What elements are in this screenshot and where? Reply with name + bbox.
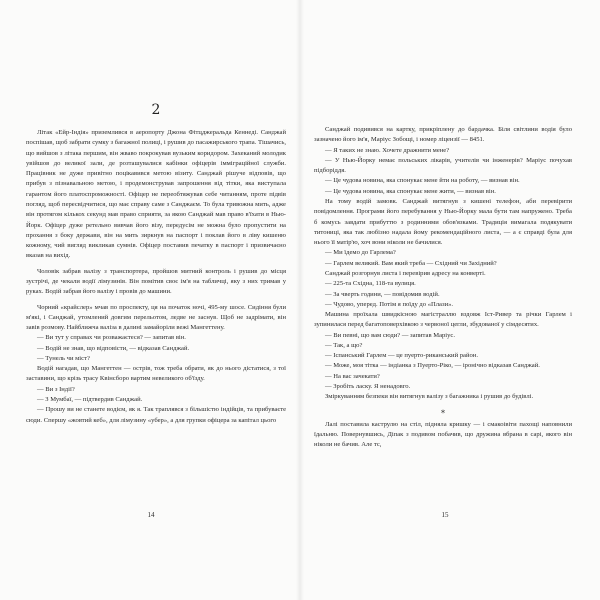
- right-page-text: [314, 125, 572, 450]
- dialogue-line: — Зробіть ласку. Я ненадовго.: [325, 383, 411, 391]
- dialogue-line: — Гарлем великий. Вам який треба — Східний чи Західний?: [325, 259, 497, 267]
- paragraph: Машина проїхала швидкісною магістраллю вздовж Іст-Ривер та річки Гарлем і зупинилася перед багатоповерхівкою з червоної цегли, збудованої у сімдесятих.: [314, 311, 572, 329]
- paragraph: Чоловік забрав валізу з транспортера, пройшов митний контроль і рушив до місця зустрічі, де чекали водії лімузинів. Він помітив своє ім'я на табличці, яку з них тримав у руках. Водій забрав його валізу і провів до машини.: [26, 267, 286, 296]
- dialogue-line: — Ви тут у справах чи розважаєтеся? — запитав він.: [37, 334, 186, 342]
- paragraph: На тому водій замовк. Санджай витягнув з кишені телефон, аби перевірити повідомлення. Програми його перебування у Нью-Йорку мала бути там напружено. Треба б комусь завдати прибуттю з родинними обов'язками. Традиція вимагала подякувати титониці, яка так любізно надала йому рекомендаційного листа, — а є справді була для нього її матір'ю, хоч вони ніколи не бачилися.: [314, 197, 572, 247]
- left-page-text: [26, 128, 286, 426]
- right-page: [300, 0, 600, 600]
- dialogue-line: — За чверть години, — повідомив водій.: [325, 290, 440, 298]
- chapter-number: 2: [151, 102, 161, 118]
- dialogue-line: — З Мумбаї, — підтвердив Санджай.: [37, 396, 143, 404]
- dialogue-line: — Ви з Індії?: [37, 385, 75, 393]
- paragraph: Водій нагадав, що Мангеттен — острів, тож треба обрати, як до нього дістатися, з тої заставини, що крізь трасу Квінсборо вартим невеликого об'їзду.: [26, 365, 286, 383]
- dialogue-line: — Іспанський Гарлем — це пуерто-риканський район.: [325, 352, 478, 360]
- page-number: 14: [147, 511, 155, 519]
- paragraph: Санджай розгорнув листа і перевірив адресу на конверті.: [325, 269, 486, 277]
- paragraph: Чорний «крайслер» мчав по проспекту, ця на початок ночі, 495-му шосе. Сидіння були м'які, і Санджай, утомлений довгим перельотом, ледве не заснув. Щоб не задрімати, він завів розмову. Найближча валіза в далині замайоріли вежі Мангеттену.: [26, 303, 286, 332]
- dialogue-line: — Це чудова новина, яка спонукає мене жити, — визнав він.: [325, 187, 496, 195]
- dialogue-line: — Тунель чи міст?: [37, 354, 90, 362]
- page-number: 15: [441, 511, 449, 519]
- paragraph: Лалі поставила каструлю на стіл, підняла кришку — і смакоівіти пахощі наповнили їдальню. Повернувшись, Діпак з подивом побачив, що дружина вбрана в сарі, якого він ніколи не бачив. Але тс,: [314, 420, 572, 449]
- dialogue-line: — На вас зачекати?: [325, 372, 380, 380]
- paragraph: Літак «Ейр-Індія» приземлився в аеропорту Джона Фітцджеральда Кеннеді. Санджай поспішав, щоб забрати сумку з багажної полиці, і рушив до пасажирського трапа. Тішачись, що вийшов з літака першим, він жваво покрокував вузьким коридором. Захеканий молодик увійшов до великої зали, де розташувалися кабінки офіцерів імміграційної служби. Працівник не дуже привітно поцікавився метою візиту. Санджай рішуче відповів, що прибув з пізнавальною метою, і продемонстрував запрошення від тітки, яка виступала гарантом його платоспроможності. Офіцер не переобтяжував себе читанням, проте підвів погляд, щоб пересвідчитися, що має справу саме з Санджаєм. То була тривожна мить, адже він протягом кількох секунд мав право сприяти, за якою Санджай мав право в'їхати в Нью-Йорк. Офіцер дуже ретельно вивчав його візу, передусім не можна було пропустити на прохання з боку держави, він на мить зиркнув на паспорт і поклав його в ліву кишеню кожному, чий вигляд викликав сумнів. Офіцер поставив печатку в паспорт і призвичаєно вказав на вихід.: [26, 129, 286, 260]
- dialogue-line: — Водій не знав, що відповісти, — відказав Санджай.: [37, 344, 190, 352]
- dialogue-line: — У Нью-Йорку немає польських лікарів, учителів чи інженерів? Маріус почухав підборіддя.: [314, 156, 572, 175]
- paragraph: Зміркуванням безпеки він витягнув валізу з багажника і рушив до будівлі.: [325, 393, 534, 401]
- dialogue-line: — Може, моя тітка — індіанка з Пуерто-Ріко, — іронічно відказав Санджай.: [325, 362, 540, 370]
- dialogue-line: — Ми їдемо до Гарлема?: [325, 249, 396, 257]
- dialogue-line: — Я таких не знаю. Хочете дражнити мене?: [325, 146, 450, 154]
- dialogue-line: — Прошу ви не станете водієм, як я. Так траплявся з більшістю індійців, та прибуваєте сюди. Спершу «жовтий кеб», для лімузину «убер», а для групки офіцера за капітал цього: [26, 406, 286, 424]
- dialogue-line: — Чудово, уперед. Потім я поїду до «Плази».: [325, 300, 454, 308]
- dialogue-line: — 225-та Східна, 118-та вулиця.: [325, 280, 416, 288]
- dialogue-line: — Ви певні, що вам сюди? — запитав Маріус.: [325, 331, 456, 339]
- dialogue-line: — Так, а що?: [325, 341, 363, 349]
- paragraph: Санджай подивився на картку, прикріплену до бардачка. Біля світлини водія було зазначено його ім'я, Маріус Зобощі, і номер ліцензії — 8451.: [314, 126, 572, 144]
- dialogue-line: — Це чудова новина, яка спонукає мене йти на роботу, — визнав він.: [325, 177, 520, 185]
- section-separator: *: [441, 408, 445, 418]
